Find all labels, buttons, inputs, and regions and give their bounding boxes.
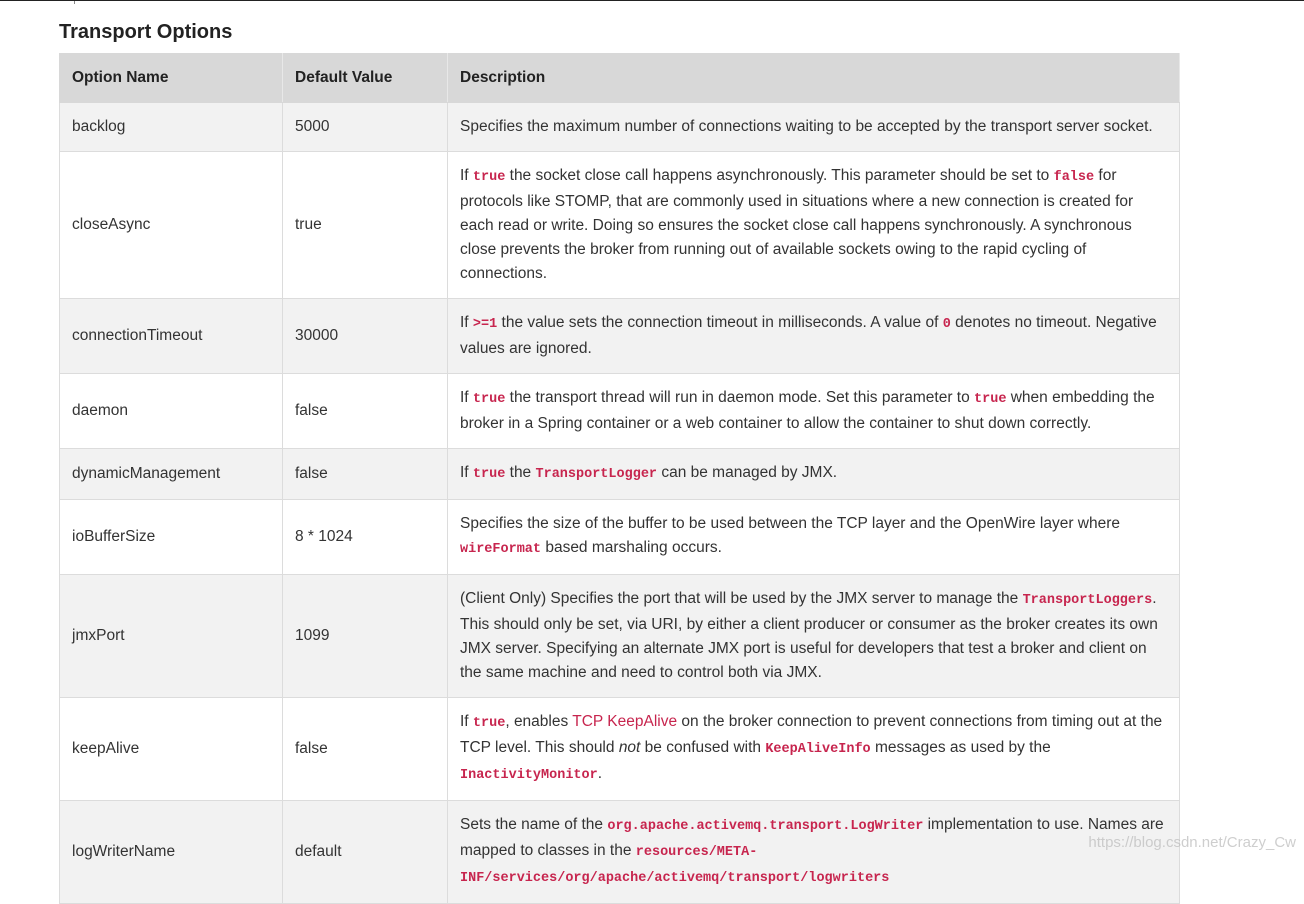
description-cell [448,449,1180,500]
option-name-cell: connectionTimeout [60,299,283,374]
description-cell [448,500,1180,575]
table-row [60,299,1180,374]
description-text: be confused with [640,739,766,756]
table-row [60,575,1180,698]
option-name-cell: closeAsync [60,152,283,299]
description-text: based marshaling occurs. [541,539,722,556]
option-name-cell: keepAlive [60,698,283,801]
description-cell [448,698,1180,801]
tcp-keepalive-link[interactable]: TCP KeepAlive [572,713,678,730]
description-text: . [597,765,603,782]
description-text: on the broker connection to prevent connections from timing out at the TCP level. This should [460,713,1163,756]
table-row [60,500,1180,575]
inline-code: true [472,467,506,482]
header-default-value: Default Value [283,54,448,103]
inline-code: true [974,392,1007,407]
option-name-cell: daemon [60,374,283,449]
description-cell [448,103,1180,152]
description-text: messages as used by the [870,739,1051,756]
default-value-cell: 1099 [283,575,448,698]
description-text: the [505,464,536,481]
default-value-cell: false [283,698,448,801]
table-row [60,449,1180,500]
table-row [60,801,1180,904]
option-name-cell: jmxPort [60,575,283,698]
inline-code: true [472,392,506,407]
option-name-cell: ioBufferSize [60,500,283,575]
description-text: the transport thread will run in daemon mode. Set this parameter to [505,389,975,406]
default-value-cell: 5000 [283,103,448,152]
emphasis-text: not [618,739,641,756]
table-body [60,103,1180,904]
description-text: implementation to use. Names are mapped to classes in the [460,816,1164,859]
option-name-cell: dynamicManagement [60,449,283,500]
description-cell [448,299,1180,374]
description-text: If [460,167,473,184]
header-option-name: Option Name [60,54,283,103]
description-text: If [460,713,473,730]
description-text: denotes no timeout. Negative values are ignored. [460,314,1157,357]
table-row [60,374,1180,449]
default-value-cell: true [283,152,448,299]
table-header-row [60,54,1180,103]
inline-code: true [472,716,506,731]
inline-code: TransportLogger [535,467,658,482]
description-text: , enables [505,713,573,730]
description-cell [448,374,1180,449]
description-text: for protocols like STOMP, that are commonly used in situations where a new connection is created for each read or write. Doing so ensures the socket close call happens synchronously. A synchronous close prevents the broker from running out of available sockets owing to the rapid cycling of connections. [460,167,1134,282]
transport-options-table [59,53,1180,904]
table-row [60,103,1180,152]
inline-code: org.apache.activemq.transport.LogWriter [607,819,924,834]
description-cell [448,575,1180,698]
description-text: If [460,389,473,406]
default-value-cell: 30000 [283,299,448,374]
description-text: Specifies the size of the buffer to be used between the TCP layer and the OpenWire layer where [460,515,1120,532]
description-text: If [460,464,473,481]
default-value-cell: false [283,374,448,449]
top-edge-tick [74,1,75,4]
description-text: the socket close call happens asynchronously. This parameter should be set to [505,167,1054,184]
description-text: Specifies the maximum number of connections waiting to be accepted by the transport server socket. [460,118,1153,135]
description-cell [448,152,1180,299]
inline-code: InactivityMonitor [460,768,598,783]
inline-code: resources/META-INF/services/org/apache/activemq/transport/logwriters [460,845,890,886]
inline-code: KeepAliveInfo [765,742,871,757]
table-row [60,152,1180,299]
description-cell [448,801,1180,904]
inline-code: wireFormat [460,542,542,557]
description-text: Sets the name of the [460,816,608,833]
description-text: . This should only be set, via URI, by either a client producer or consumer as the broker creates its own JMX server. Specifying an alternate JMX port is useful for developers that test a broker and client on the same machine and need to control both via JMX. [460,590,1158,681]
option-name-cell: backlog [60,103,283,152]
inline-code: 0 [942,317,951,332]
description-text: If [460,314,473,331]
option-name-cell: logWriterName [60,801,283,904]
top-border-line [0,0,1304,1]
description-text: the value sets the connection timeout in milliseconds. A value of [497,314,943,331]
inline-code: true [472,170,506,185]
section-title: Transport Options [59,21,233,43]
description-text: can be managed by JMX. [657,464,838,481]
header-description: Description [448,54,1180,103]
description-text: (Client Only) Specifies the port that will be used by the JMX server to manage the [460,590,1023,607]
inline-code: >=1 [472,317,498,332]
table-row [60,698,1180,801]
inline-code: TransportLoggers [1022,593,1153,608]
default-value-cell: false [283,449,448,500]
inline-code: false [1053,170,1095,185]
default-value-cell: 8 * 1024 [283,500,448,575]
description-text: when embedding the broker in a Spring container or a web container to allow the container to shut down correctly. [460,389,1155,432]
watermark: https://blog.csdn.net/Crazy_Cw [1088,834,1296,851]
default-value-cell: default [283,801,448,904]
